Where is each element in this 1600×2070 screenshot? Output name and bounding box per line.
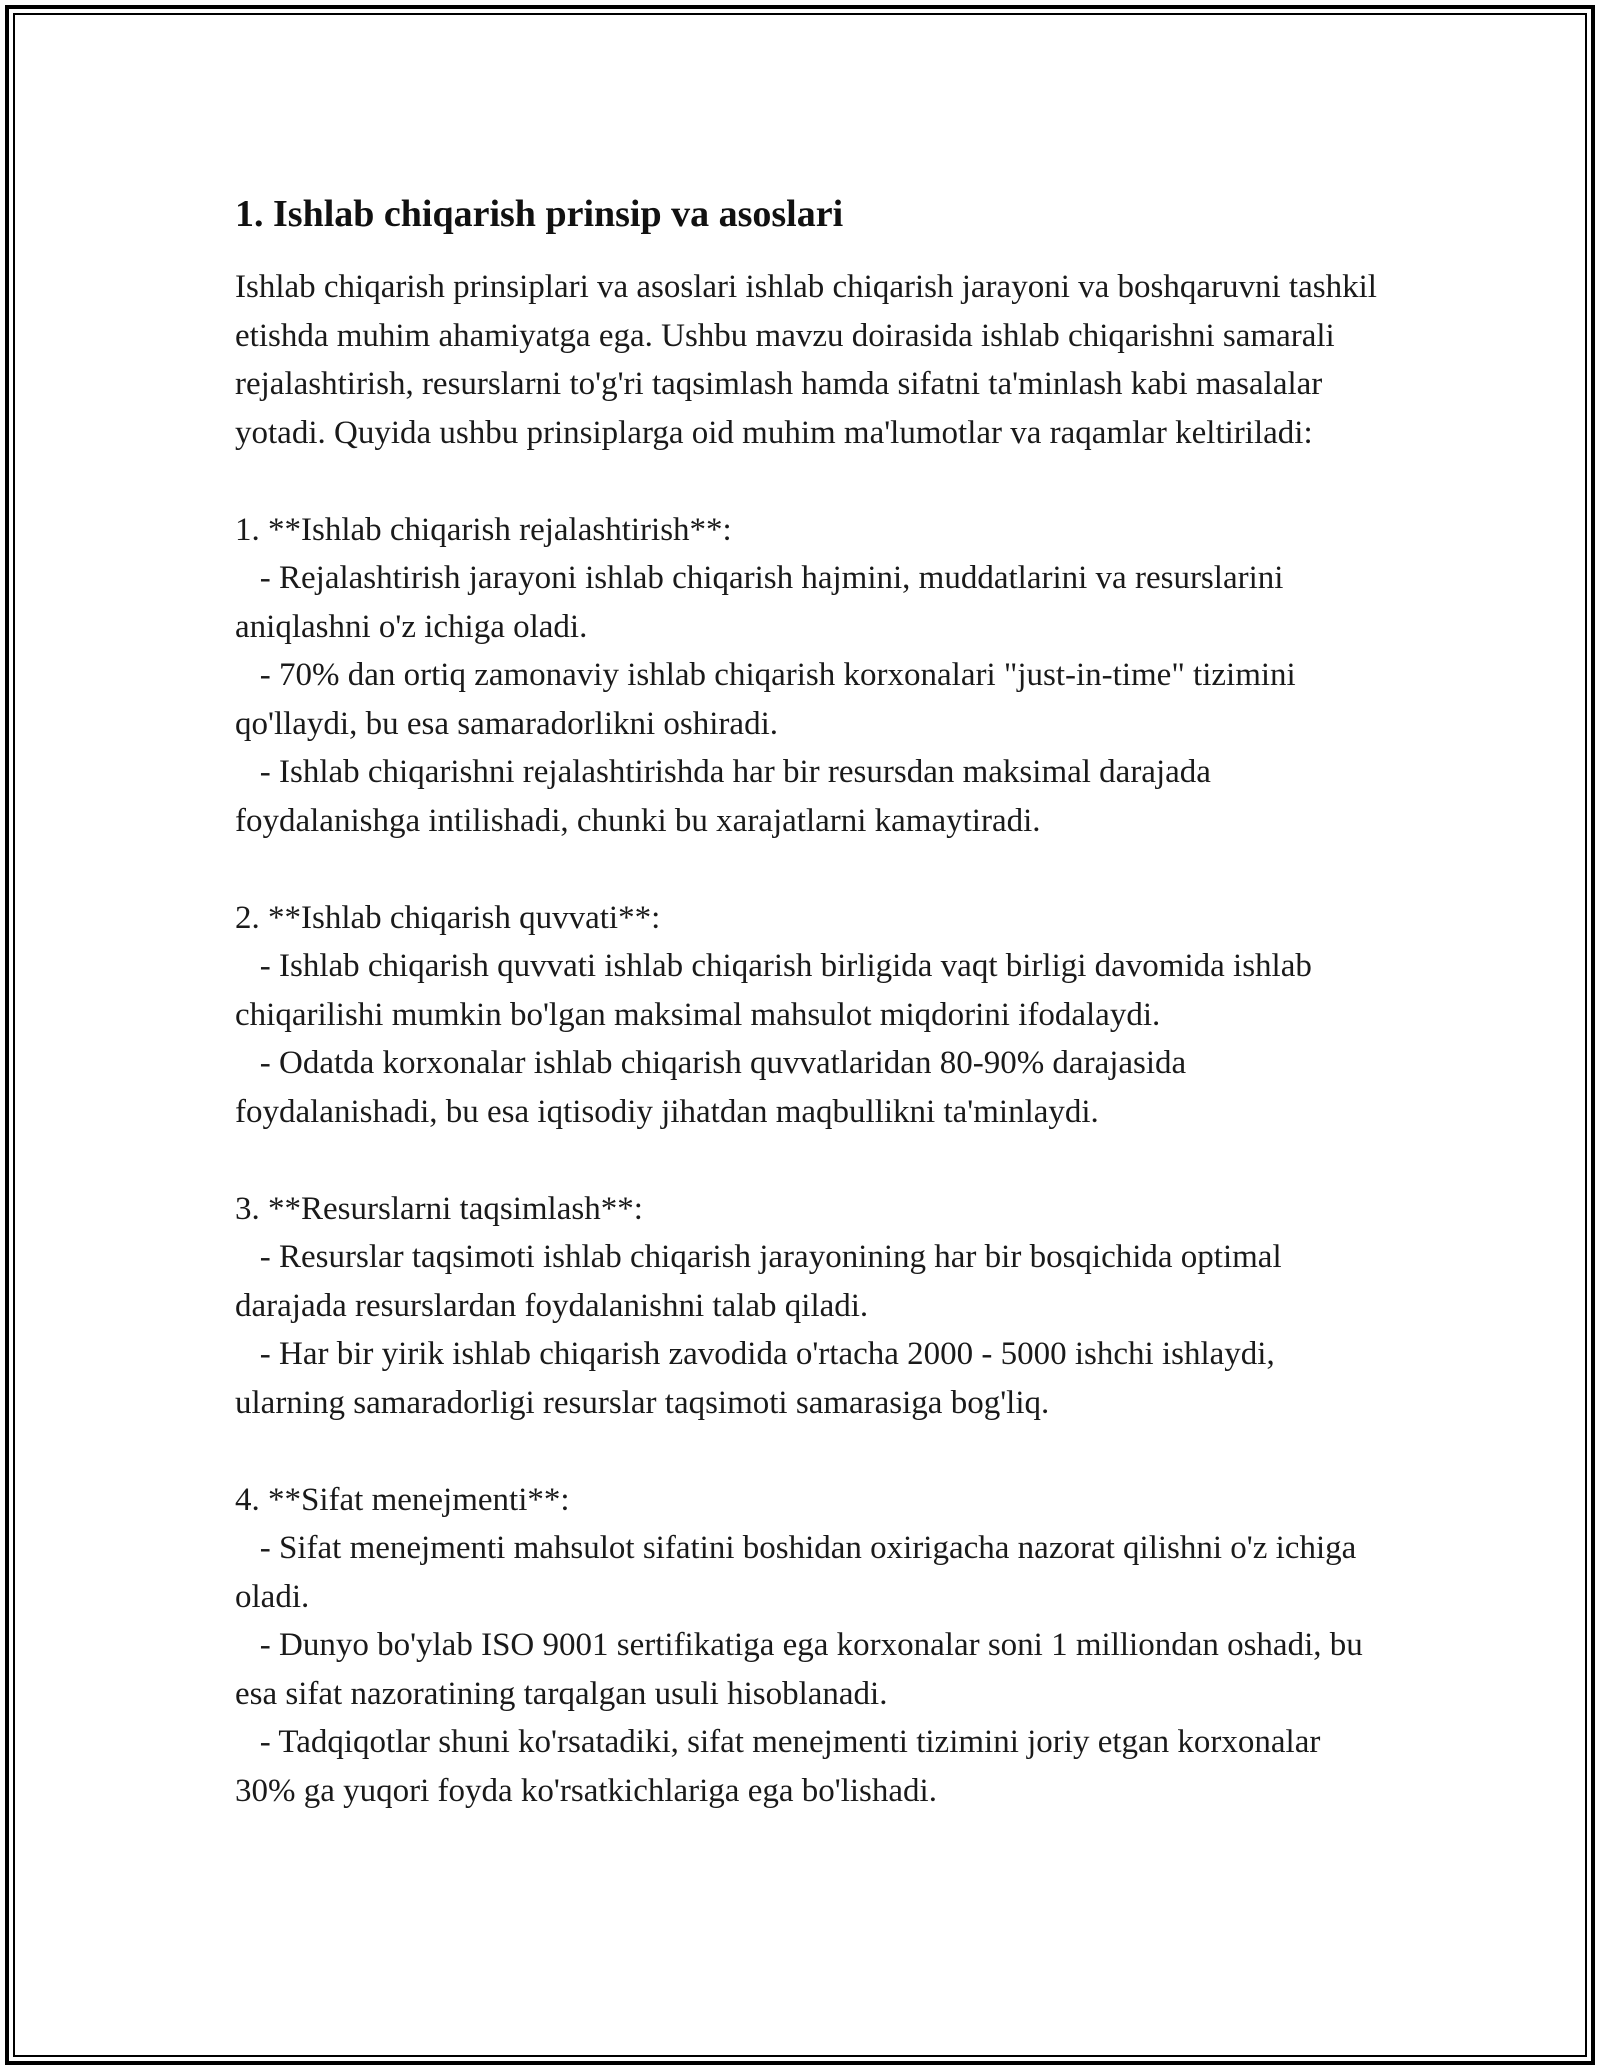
page-title: 1. Ishlab chiqarish prinsip va asoslari <box>235 193 844 235</box>
bullet-item: - Sifat menejmenti mahsulot sifatini boshidan oxirigacha nazorat qilishni o'z ichiga oladi. <box>235 1530 1365 1615</box>
section-quality <box>235 1476 1385 1816</box>
bullet-item: - Har bir yirik ishlab chiqarish zavodida o'rtacha 2000 - 5000 ishchi ishlaydi, ularning samaradorligi resurslar taqsimoti samarasiga bog'liq. <box>235 1336 1283 1421</box>
document-body <box>235 185 1385 1815</box>
bullet-item: - 70% dan ortiq zamonaviy ishlab chiqarish korxonalari "just-in-time" tizimini qo'llaydi, bu esa samaradorlikni oshiradi. <box>235 657 1304 742</box>
bullet-item: - Ishlab chiqarish quvvati ishlab chiqarish birligida vaqt birligi davomida ishlab chiqarilishi mumkin bo'lgan maksimal mahsulot miqdorini ifodalaydi. <box>235 948 1321 1033</box>
section-heading: 4. **Sifat menejmenti**: <box>235 1481 570 1518</box>
bullet-item: - Rejalashtirish jarayoni ishlab chiqarish hajmini, muddatlarini va resurslarini aniqlashni o'z ichiga oladi. <box>235 560 1292 645</box>
intro-paragraph: Ishlab chiqarish prinsiplari va asoslari ishlab chiqarish jarayoni va boshqaruvni tashkil etishda muhim ahamiyatga ega. Ushbu mavzu doirasida ishlab chiqarishni samarali rejalashtirish, resurslarni to'g'ri taqsimlash hamda sifatni ta'minlash kabi masalalar yotadi. Quyida ushbu prinsiplarga oid muhim ma'lumotlar va raqamlar keltiriladi: <box>235 269 1377 451</box>
section-heading: 2. **Ishlab chiqarish quvvati**: <box>235 899 661 936</box>
section-heading: 1. **Ishlab chiqarish rejalashtirish**: <box>235 511 732 548</box>
section-heading: 3. **Resurslarni taqsimlash**: <box>235 1190 643 1227</box>
section-capacity <box>235 894 1385 1137</box>
bullet-item: - Resurslar taqsimoti ishlab chiqarish jarayonining har bir bosqichida optimal darajada resurslardan foydalanishni talab qiladi. <box>235 1239 1290 1324</box>
bullet-item: - Ishlab chiqarishni rejalashtirishda har bir resursdan maksimal darajada foydalanishga intilishadi, chunki bu xarajatlarni kamaytiradi. <box>235 754 1220 839</box>
bullet-item: - Tadqiqotlar shuni ko'rsatadiki, sifat menejmenti tizimini joriy etgan korxonalar 30% ga yuqori foyda ko'rsatkichlariga ega bo'lishadi. <box>235 1724 1329 1809</box>
section-resources <box>235 1185 1385 1428</box>
bullet-item: - Dunyo bo'ylab ISO 9001 sertifikatiga ega korxonalar soni 1 milliondan oshadi, bu esa sifat nazoratining tarqalgan usuli hisoblanadi. <box>235 1627 1372 1712</box>
section-planning <box>235 506 1385 846</box>
bullet-item: - Odatda korxonalar ishlab chiqarish quvvatlaridan 80-90% darajasida foydalanishadi, bu esa iqtisodiy jihatdan maqbullikni ta'minlaydi. <box>235 1045 1195 1130</box>
